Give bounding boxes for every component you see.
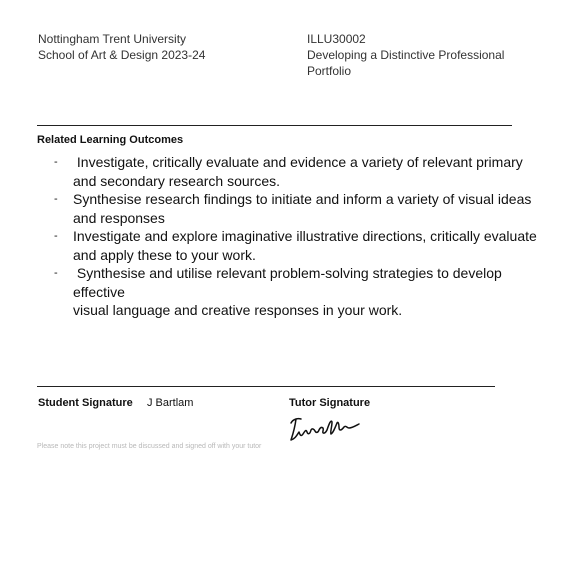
top-divider: [37, 125, 512, 126]
module-block: [307, 31, 547, 79]
sign-off-note: Please note this project must be discussed and signed off with your tutor: [37, 443, 262, 450]
institution-block: [38, 31, 205, 63]
student-name: J Bartlam: [147, 397, 194, 409]
learning-outcome-text: Synthesise and utilise relevant problem-solving strategies to develop effective: [73, 265, 506, 300]
tutor-signature-icon: [288, 412, 380, 444]
module-title: Developing a Distinctive Professional Portfolio: [307, 48, 505, 78]
learning-outcome-text: Investigate and explore imaginative illustrative directions, critically evaluate and apply these to your work.: [73, 228, 537, 263]
student-signature-label: Student Signature: [38, 397, 133, 409]
learning-outcome-continuation: [54, 301, 544, 320]
learning-outcome-item: [54, 227, 544, 264]
bullet-dash: -: [54, 267, 58, 279]
learning-outcome-text: Investigate, critically evaluate and evidence a variety of relevant primary and secondary research sources.: [73, 154, 527, 189]
bullet-dash: -: [54, 193, 58, 205]
institution-name: Nottingham Trent University: [38, 32, 187, 46]
learning-outcome-text: Synthesise research findings to initiate and inform a variety of visual ideas and responses: [73, 191, 532, 226]
learning-outcome-item: [54, 153, 544, 190]
learning-outcome-text: visual language and creative responses in your work.: [73, 302, 403, 318]
learning-outcome-item: [54, 264, 544, 301]
learning-outcomes-list: [54, 153, 544, 320]
school-name: School of Art & Design 2023-24: [38, 48, 206, 62]
tutor-signature-label: Tutor Signature: [289, 397, 371, 409]
module-code: ILLU30002: [307, 32, 366, 46]
bullet-dash: -: [54, 156, 58, 168]
learning-outcome-item: [54, 190, 544, 227]
signature-divider: [37, 386, 495, 387]
learning-outcomes-heading: Related Learning Outcomes: [37, 134, 184, 146]
bullet-dash: -: [54, 230, 58, 242]
